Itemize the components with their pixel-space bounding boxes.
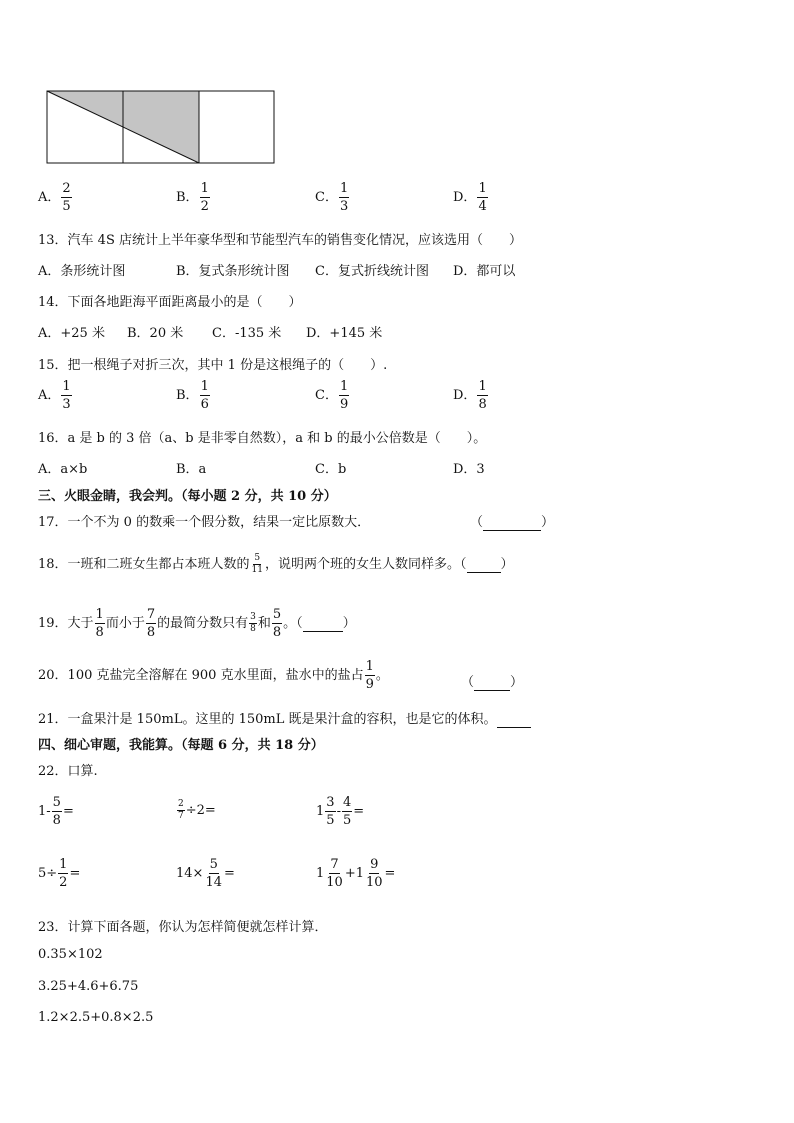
fraction: $\frac{4}{5}$: [342, 795, 352, 828]
q18-text: 18．一班和二班女生都占本班人数的 $\frac{5}{11}$ ，说明两个班的女生人数同样多。（ ）: [38, 553, 514, 575]
q15-stem: 15．把一根绳子对折三次，其中 1 份是这根绳子的（ ）.: [38, 358, 388, 373]
q12-option-a[interactable]: A． $\frac{2}{5}$: [38, 181, 71, 214]
q13-option-d[interactable]: D．都可以: [453, 264, 516, 279]
fraction: $\frac{7}{8}$: [146, 607, 156, 640]
fraction: $\frac{5}{8}$: [272, 607, 282, 640]
fraction: $\frac{9}{10}$: [366, 857, 383, 890]
fraction: $\frac{2}{5}$: [62, 181, 71, 214]
q22-expr-2: $\frac{2}{7}$ ÷2=: [178, 799, 216, 821]
q15-option-d[interactable]: D． $\frac{1}{8}$: [453, 379, 487, 412]
q22-expr-3: 1 $\frac{3}{5}$ - $\frac{4}{5}$ =: [316, 795, 365, 828]
answer-blank[interactable]: [497, 712, 531, 728]
answer-blank[interactable]: [474, 675, 510, 691]
q20-answer[interactable]: （ ）: [461, 675, 524, 690]
q12-option-d[interactable]: D． $\frac{1}{4}$: [453, 181, 487, 214]
q22-expr-6: 1 $\frac{7}{10}$ +1 $\frac{9}{10}$ =: [316, 857, 396, 890]
fraction: $\frac{2}{7}$: [178, 799, 184, 821]
q23-title: 23．计算下面各题，你认为怎样简便就怎样计算．: [38, 920, 328, 935]
q23-item-1: 0.35×102: [38, 947, 103, 962]
q17-text: 17．一个不为 0 的数乘一个假分数，结果一定比原数大．: [38, 515, 371, 530]
fraction: $\frac{7}{10}$: [326, 857, 343, 890]
fraction: $\frac{1}{3}$: [62, 379, 71, 412]
q16-option-c[interactable]: C．b: [315, 462, 347, 477]
q22-expr-5: 14× $\frac{5}{14}$ =: [176, 857, 235, 890]
q19-text: 19．大于 $\frac{1}{8}$ 而小于 $\frac{7}{8}$ 的最简分数只有 $\frac{3}{8}$ 和 $\frac{5}{8}$ 。（ ）: [38, 607, 356, 640]
q17-answer[interactable]: （ ）: [470, 515, 555, 530]
q22-expr-1: 1- $\frac{5}{8}$ =: [38, 795, 74, 828]
fraction: $\frac{1}{4}$: [478, 181, 487, 214]
q22-title: 22．口算.: [38, 764, 98, 779]
fraction-figure: [46, 90, 276, 164]
q23-item-3: 1.2×2.5+0.8×2.5: [38, 1010, 154, 1025]
q13-option-c[interactable]: C．复式折线统计图: [315, 264, 429, 279]
q23-item-2: 3.25+4.6+6.75: [38, 979, 139, 994]
fraction: $\frac{1}{9}$: [339, 379, 349, 412]
fraction: $\frac{3}{5}$: [326, 795, 335, 828]
section-heading-4: 四、细心审题，我能算。（每题 6 分，共 18 分）: [38, 738, 324, 753]
q21-text: 21．一盒果汁是 150mL。这里的 150mL 既是果汁盒的容积，也是它的体积。: [38, 708, 531, 728]
fraction: $\frac{5}{14}$: [205, 857, 222, 890]
answer-blank[interactable]: [467, 557, 501, 573]
q13-option-a[interactable]: A．条形统计图: [38, 264, 126, 279]
q16-option-d[interactable]: D．3: [453, 462, 485, 477]
fraction: $\frac{3}{8}$: [250, 612, 256, 634]
q15-option-a[interactable]: A． $\frac{1}{3}$: [38, 379, 71, 412]
q16-stem: 16．a 是 b 的 3 倍（a、b 是非零自然数），a 和 b 的最小公倍数是（ ）。: [38, 431, 487, 446]
section-heading-3: 三、火眼金睛，我会判。（每小题 2 分，共 10 分）: [38, 489, 337, 504]
q14-stem: 14．下面各地距海平面距离最小的是（ ）: [38, 295, 302, 310]
fraction: $\frac{1}{3}$: [339, 181, 349, 214]
q22-expr-4: 5÷ $\frac{1}{2}$ =: [38, 857, 81, 890]
q12-option-b[interactable]: B． $\frac{1}{2}$: [176, 181, 209, 214]
q14-option-b[interactable]: B．20 米: [127, 326, 184, 341]
q14-option-a[interactable]: A．+25 米: [38, 326, 105, 341]
fraction: $\frac{1}{2}$: [59, 857, 68, 890]
q20-text: 20．100 克盐完全溶解在 900 克水里面，盐水中的盐占 $\frac{1}{9}$ 。: [38, 659, 389, 692]
answer-blank[interactable]: [483, 515, 541, 531]
q13-option-b[interactable]: B．复式条形统计图: [176, 264, 290, 279]
fraction: $\frac{5}{8}$: [52, 795, 61, 828]
fraction: $\frac{1}{8}$: [478, 379, 487, 412]
fraction: $\frac{1}{8}$: [95, 607, 104, 640]
fraction: $\frac{1}{9}$: [365, 659, 374, 692]
fraction: $\frac{1}{6}$: [200, 379, 209, 412]
answer-blank[interactable]: [303, 616, 343, 632]
q15-option-b[interactable]: B． $\frac{1}{6}$: [176, 379, 209, 412]
fraction: $\frac{1}{2}$: [200, 181, 209, 214]
q16-option-b[interactable]: B．a: [176, 462, 207, 477]
q13-stem: 13．汽车 4S 店统计上半年豪华型和节能型汽车的销售变化情况，应该选用（ ）: [38, 233, 522, 248]
q16-option-a[interactable]: A．a×b: [38, 462, 88, 477]
q12-option-c[interactable]: C． $\frac{1}{3}$: [315, 181, 349, 214]
fraction: $\frac{5}{11}$: [251, 553, 263, 575]
q15-option-c[interactable]: C． $\frac{1}{9}$: [315, 379, 349, 412]
q14-option-c[interactable]: C．-135 米: [212, 326, 282, 341]
q14-option-d[interactable]: D．+145 米: [306, 326, 383, 341]
